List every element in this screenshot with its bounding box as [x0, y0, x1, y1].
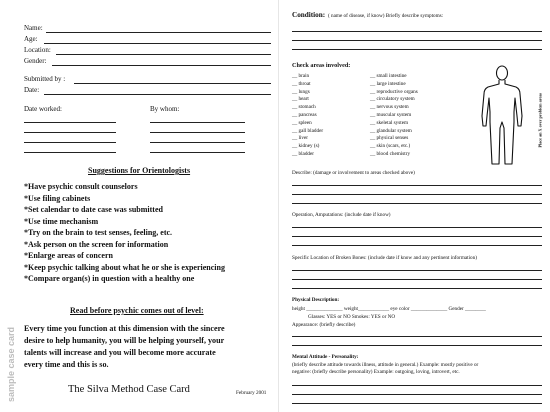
card-title: The Silva Method Case Card [68, 384, 190, 395]
area-label: bladder [298, 150, 315, 157]
area-checkbox-item[interactable]: __ large intestine [370, 80, 406, 87]
area-label: skeletal system [376, 119, 409, 126]
mental-title: Mental Attitude - Personality: [292, 354, 359, 360]
area-label: muscular system [376, 111, 412, 118]
area-label: lungs [298, 88, 310, 95]
suggestion-item: *Keep psychic talking about what he or she is experiencing [24, 262, 225, 272]
area-checkbox-item[interactable]: __ skeletal system [370, 119, 409, 126]
instruction-paragraph [24, 324, 225, 372]
read-before-title: Read before psychic comes out of level: [70, 306, 204, 315]
broken-bones-line[interactable] [292, 279, 542, 280]
right-page [284, 0, 548, 412]
suggestion-item: *Enlarge areas of concern [24, 251, 113, 260]
age-field[interactable] [44, 43, 271, 44]
area-label: spleen [298, 119, 312, 126]
date-label: Date: [24, 86, 40, 94]
paragraph-line: every time and this is so. [24, 360, 109, 369]
page-fold [278, 0, 279, 412]
appearance-line[interactable] [292, 345, 542, 346]
describe-label: Describe: (damage or involvement to areas checked above) [292, 170, 415, 176]
gender-field[interactable] [52, 65, 271, 66]
side-watermark: sample case card [6, 326, 16, 402]
date-field[interactable] [44, 94, 271, 95]
mental-text-line: (briefly describe attitude towards illness, attitude in general.) Example: mostly positive or [292, 362, 479, 368]
suggestion-item: *Have psychic consult counselors [24, 182, 138, 191]
check-areas-title: Check areas involved: [292, 62, 351, 69]
area-label: kidney (s) [298, 143, 320, 150]
area-label: throat [298, 80, 311, 87]
suggestion-item: *Compare organ(s) in question with a healthy one [24, 274, 195, 283]
name-label: Name: [24, 24, 43, 32]
location-field[interactable] [56, 54, 271, 55]
area-checkbox-item[interactable]: __ skin (scars, etc.) [370, 143, 411, 150]
area-label: glandular system [376, 127, 412, 134]
date-worked-line[interactable] [24, 142, 116, 143]
broken-bones-line[interactable] [292, 270, 542, 271]
areas-column-1 [292, 73, 323, 159]
area-label: reproductive organs [376, 88, 418, 95]
area-checkbox-item[interactable]: __ blood chemistry [370, 150, 411, 157]
condition-note: ( name of disease, if know) Briefly describe symptoms: [328, 13, 444, 19]
area-label: small intestine [376, 73, 407, 79]
suggestions-title: Suggestions for Orientologists [88, 166, 191, 175]
area-label: heart [298, 96, 309, 103]
area-checkbox-item[interactable]: __ liver [292, 135, 308, 142]
glasses-smokes-line[interactable]: Glasses: YES or NO Smokes: YES or NO [308, 314, 396, 320]
operation-line[interactable] [292, 245, 542, 246]
physical-title: Physical Description: [292, 297, 340, 303]
location-label: Location: [24, 46, 51, 54]
paragraph-line: desire to help humanity, you will be helping yourself, your [24, 336, 225, 345]
area-checkbox-item[interactable]: __ stomach [292, 104, 316, 111]
area-checkbox-item[interactable]: __ small intestine [370, 73, 407, 79]
area-label: gall bladder [298, 127, 324, 134]
area-checkbox-item[interactable]: __ lungs [292, 88, 310, 95]
area-label: nervous system [376, 104, 409, 111]
paragraph-line: talents will increase and you will become more accurate [24, 348, 216, 357]
area-label: pancreas [298, 111, 317, 118]
physical-measurements[interactable]: height ______________ weight____________ eye color ______________ Gender ________ [292, 306, 486, 312]
suggestion-item: *Set calendar to date case was submitted [24, 205, 163, 214]
broken-bones-label: Specific Location of Broken Bones: (include date if know and any pertinent information) [292, 255, 477, 261]
area-label: blood chemistry [376, 150, 411, 157]
date-worked-label: Date worked: [24, 105, 62, 113]
age-label: Age: [24, 35, 38, 43]
area-label: circulatory system [376, 96, 415, 103]
mental-line[interactable] [292, 385, 542, 386]
submitted-by-label: Submitted by : [24, 75, 66, 83]
card-date: February 2001 [236, 390, 267, 396]
area-checkbox-item[interactable]: __ throat [292, 80, 311, 87]
area-checkbox-item[interactable]: __ bladder [292, 150, 315, 157]
area-checkbox-item[interactable]: __ gall bladder [292, 127, 324, 134]
by-whom-line[interactable] [150, 142, 245, 143]
by-whom-line[interactable] [150, 122, 245, 123]
paragraph-line: Every time you function at this dimension with the sincere [24, 324, 225, 333]
suggestion-item: *Use filing cabinets [24, 193, 91, 203]
area-label: physical senses [376, 135, 409, 142]
area-label: brain [298, 73, 310, 79]
date-worked-line[interactable] [24, 122, 116, 123]
mental-line[interactable] [292, 403, 542, 404]
area-checkbox-item[interactable]: __ kidney (s) [292, 143, 320, 150]
area-checkbox-item[interactable]: __ spleen [292, 119, 312, 126]
areas-column-2 [370, 73, 418, 159]
describe-line[interactable] [292, 185, 542, 186]
by-whom-line[interactable] [150, 132, 245, 133]
condition-label: Condition: [292, 11, 326, 19]
mental-line[interactable] [292, 394, 542, 395]
area-checkbox-item[interactable]: __ physical senses [370, 135, 409, 142]
suggestion-item: *Ask person on the screen for information [24, 239, 169, 249]
operation-label: Operation, Amputations: (include date if know) [292, 212, 391, 218]
area-label: liver [298, 135, 308, 142]
area-checkbox-item[interactable]: __ nervous system [370, 104, 409, 111]
area-checkbox-item[interactable]: __ glandular system [370, 127, 412, 134]
area-label: large intestine [376, 80, 406, 87]
mental-text-line: negative: (briefly describe personality) Example: outgoing, loving, introvert, etc. [292, 369, 460, 375]
suggestion-item: *Try on the brain to test senses, feeling, etc. [24, 228, 173, 237]
area-checkbox-item[interactable]: __ pancreas [292, 111, 317, 118]
suggestion-item: *Use time mechanism [24, 216, 99, 226]
area-checkbox-item[interactable]: __ muscular system [370, 111, 412, 118]
submitted-by-field[interactable] [74, 83, 271, 84]
date-worked-line[interactable] [24, 152, 116, 153]
describe-line[interactable] [292, 203, 542, 204]
operation-line[interactable] [292, 227, 542, 228]
suggestions-list [24, 182, 225, 286]
area-checkbox-item[interactable]: __ circulatory system [370, 96, 415, 103]
by-whom-line[interactable] [150, 152, 245, 153]
name-field[interactable] [46, 32, 271, 33]
appearance-label: Appearance: (briefly describe) [292, 322, 356, 328]
describe-line[interactable] [292, 194, 542, 195]
area-label: stomach [298, 104, 316, 111]
condition-line[interactable] [292, 49, 542, 50]
area-checkbox-item[interactable]: __ heart [292, 96, 309, 103]
broken-bones-line[interactable] [292, 288, 542, 289]
condition-line[interactable] [292, 31, 542, 32]
area-checkbox-item[interactable]: __ reproductive organs [370, 88, 418, 95]
body-outline-figure[interactable] [474, 64, 530, 168]
date-worked-line[interactable] [24, 132, 116, 133]
condition-line[interactable] [292, 40, 542, 41]
by-whom-label: By whom: [150, 105, 180, 113]
operation-line[interactable] [292, 236, 542, 237]
gender-label: Gender: [24, 57, 47, 65]
figure-note: Place an X over problem areas [537, 92, 543, 148]
area-checkbox-item[interactable]: __ brain [292, 73, 310, 79]
appearance-line[interactable] [292, 336, 542, 337]
area-label: skin (scars, etc.) [376, 143, 411, 150]
